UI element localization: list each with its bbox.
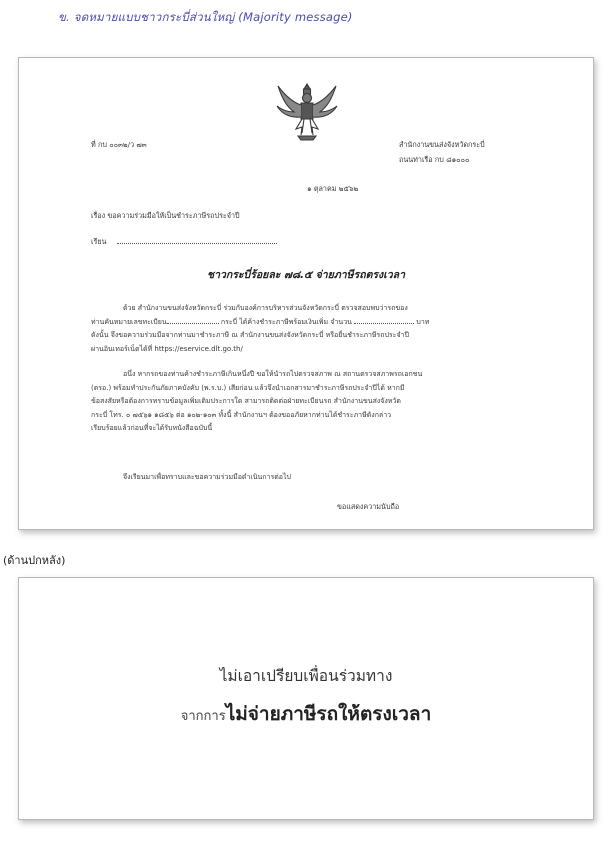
paragraph-2-line: ข้อสงสัยหรือต้องการทราบข้อมูลเพิ่มเติมประการใด สามารถติดต่อฝ่ายทะเบียนรถ สำนักงานขนส่งจังหวัด [91, 397, 401, 405]
paragraph-3-line: จึงเรียนมาเพื่อทราบและขอความร่วมมือดำเนินการต่อไป [123, 473, 291, 481]
paragraph-3 [91, 471, 551, 485]
cover-line-1: ไม่เอาเปรียบเพื่อนร่วมทาง [219, 667, 393, 685]
paragraph-1-line: ด้วย สำนักงานขนส่งจังหวัดกระบี่ ร่วมกับองค์การบริหารส่วนจังหวัดกระบี่ ตรวจสอบพบว่ารถของ [123, 304, 408, 312]
letter-page [18, 57, 594, 530]
paragraph-2-line: เรียบร้อยแล้วก่อนที่จะได้รับหนังสือฉบับนี้ [91, 424, 213, 432]
amount-label: กระบี่ ได้ค้างชำระภาษีพร้อมเงินเพิ่ม จำนวน [220, 317, 352, 326]
letter-salutation [91, 237, 277, 248]
amount-blank [354, 323, 414, 324]
garuda-emblem-icon [274, 80, 340, 142]
reference-number: ที่ กบ ๐๐๓๒/ว ๗๓ [91, 140, 147, 149]
sender-office: สำนักงานขนส่งจังหวัดกระบี่ [399, 140, 485, 149]
currency-label: บาท [416, 317, 430, 326]
letter-headline: ชาวกระบี่ร้อยละ ๗๘.๕ จ่ายภาษีรถตรงเวลา [207, 269, 405, 281]
letter-closing: ขอแสดงความนับถือ [337, 502, 400, 511]
cover-line-2-emphasis: ไม่จ่ายภาษีรถให้ตรงเวลา [225, 703, 432, 725]
plate-blank [167, 323, 219, 324]
paragraph-1-line [91, 316, 551, 330]
paragraph-1-line: ผ่านอินเทอร์เน็ตได้ที่ https://eservice.dlt.go.th/ [91, 344, 243, 353]
paragraph-2-line: (ตรอ.) พร้อมทำประกันภัยภาคบังคับ (พ.ร.บ.) เสียก่อน แล้วจึงนำเอกสารมาชำระภาษีรถประจำปีได้ หากมี [91, 383, 405, 392]
sender-address: ถนนท่าเรือ กบ ๘๑๐๐๐ [399, 155, 470, 164]
cover-line-2-prefix: จากการ [180, 709, 226, 724]
back-cover-page [18, 577, 594, 820]
paragraph-1 [91, 302, 551, 356]
paragraph-2-line: กระบี่ โทร. ๐ ๗๕๖๑ ๑๘๕๖ ต่อ ๑๐๒-๑๐๓ ทั้งนี้ สำนักงานฯ ต้องขออภัยหากท่านได้ชำระภาษีดังกล่าว [91, 410, 392, 419]
paragraph-2-line: อนึ่ง หากรถของท่านค้างชำระภาษีเกินหนึ่งปี ขอให้นำรถไปตรวจสภาพ ณ สถานตรวจสภาพรถเอกชน [123, 370, 423, 378]
recipient-blank [117, 243, 277, 244]
back-cover-caption: (ด้านปกหลัง) [3, 554, 66, 567]
section-title: ข. จดหมายแบบชาวกระบี่ส่วนใหญ่ (Majority message) [58, 10, 353, 24]
salutation-label: เรียน [91, 237, 107, 246]
cover-line-2 [19, 699, 593, 729]
plate-label: ท่านคันหมายเลขทะเบียน [91, 317, 167, 326]
paragraph-1-line: ดังนั้น จึงขอความร่วมมือจากท่านมาชำระภาษี ณ สำนักงานขนส่งจังหวัดกระบี่ หรือยื่นชำระภาษีรถประจำปี [91, 331, 409, 339]
paragraph-2 [91, 368, 551, 436]
letter-subject: เรื่อง ขอความร่วมมือให้เป็นชำระภาษีรถประจำปี [91, 211, 240, 220]
letter-date: ๑ ตุลาคม ๒๕๖๒ [307, 184, 359, 193]
